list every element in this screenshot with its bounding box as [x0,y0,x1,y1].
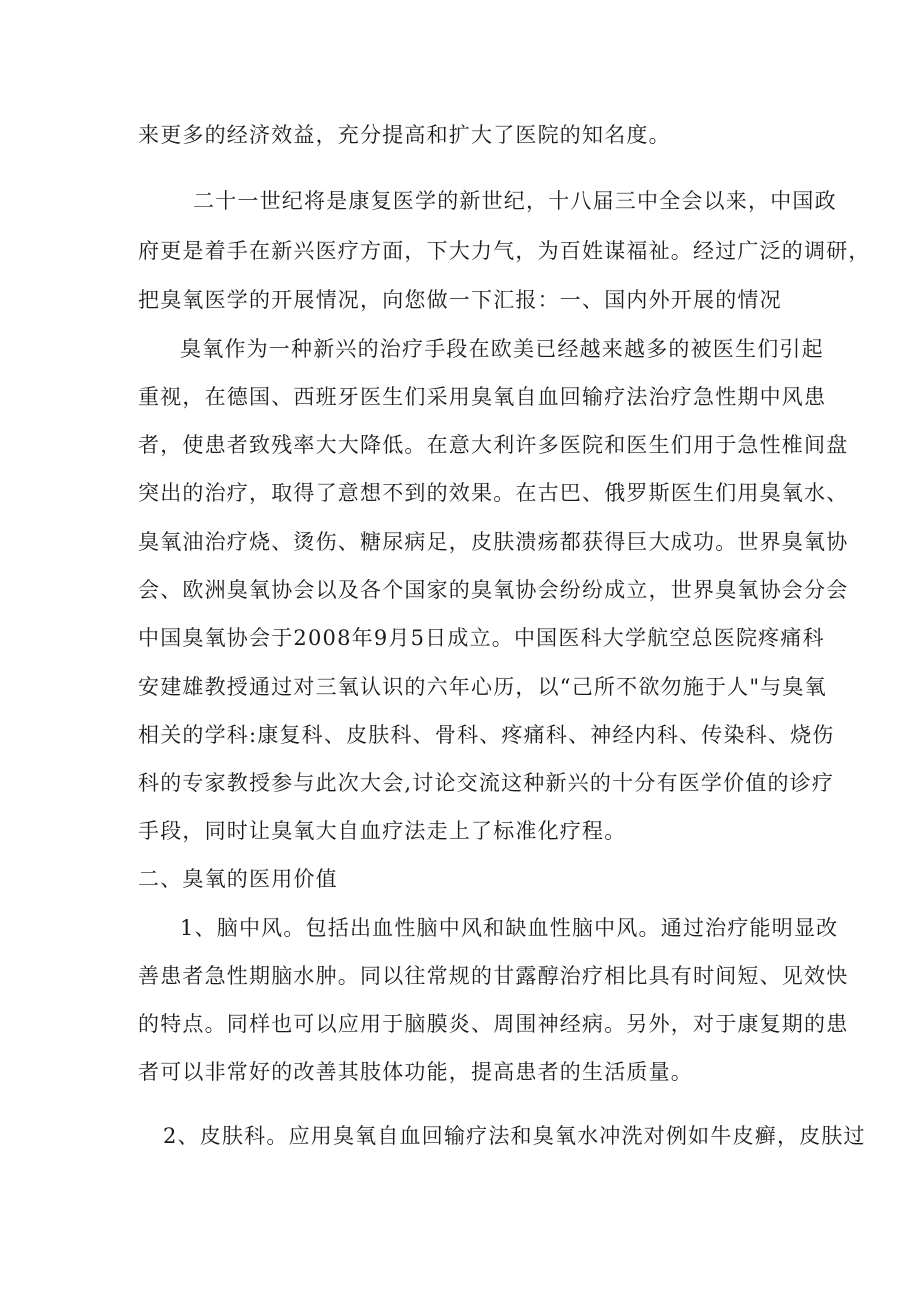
paragraph-line-7: 者，使患者致残率大大降低。在意大利许多医院和医生们用于急性椎间盘 [138,433,849,457]
paragraph-line-3: 府更是着手在新兴医疗方面，下大力气，为百姓谋福祉。经过广泛的调研， [138,239,871,263]
paragraph-line-9: 臭氧油治疗烧、烫伤、糖尿病足，皮肤溃疡都获得巨大成功。世界臭氧协 [138,530,849,554]
paragraph-line-5: 臭氧作为一种新兴的治疗手段在欧美已经越来越多的被医生们引起 [180,337,824,361]
paragraph-line-12: 安建雄教授通过对三氧认识的六年心历，以“己所不欲勿施于人"与臭氧 [138,675,827,699]
paragraph-line-21: 2、皮肤科。应用臭氧自血回输疗法和臭氧水冲洗对例如牛皮癣，皮肤过 [163,1124,866,1148]
paragraph-line-1: 来更多的经济效益，充分提高和扩大了医院的知名度。 [138,123,671,147]
paragraph-line-20: 者可以非常好的改善其肢体功能，提高患者的生活质量。 [138,1060,693,1084]
paragraph-line-15: 手段，同时让臭氧大自血疗法走上了标准化疗程。 [138,819,627,843]
paragraph-line-2: 二十一世纪将是康复医学的新世纪，十八届三中全会以来，中国政 [193,189,837,213]
paragraph-line-18: 善患者急性期脑水肿。同以往常规的甘露醇治疗相比具有时间短、见效快 [138,964,849,988]
paragraph-line-6: 重视，在德国、西班牙医生们采用臭氧自血回输疗法治疗急性期中风患 [138,385,827,409]
paragraph-line-11: 中国臭氧协会于2008年9月5日成立。中国医科大学航空总医院疼痛科 [138,626,825,650]
paragraph-line-14: 科的专家教授参与此次大会,讨论交流这种新兴的十分有医学价值的诊疗 [138,771,835,795]
paragraph-line-13: 相关的学科:康复科、皮肤科、骨科、疼痛科、神经内科、传染科、烧伤 [138,723,835,747]
section-heading: 二、臭氧的医用价值 [138,867,338,891]
paragraph-line-19: 的特点。同样也可以应用于脑膜炎、周围神经病。另外，对于康复期的患 [138,1012,849,1036]
paragraph-line-17: 1、脑中风。包括出血性脑中风和缺血性脑中风。通过治疗能明显改 [180,916,839,940]
paragraph-line-10: 会、欧洲臭氧协会以及各个国家的臭氧协会纷纷成立，世界臭氧协会分会 [138,578,849,602]
paragraph-line-4: 把臭氧医学的开展情况，向您做一下汇报：一、国内外开展的情况 [138,288,782,312]
paragraph-line-8: 突出的治疗，取得了意想不到的效果。在古巴、俄罗斯医生们用臭氧水、 [138,481,849,505]
